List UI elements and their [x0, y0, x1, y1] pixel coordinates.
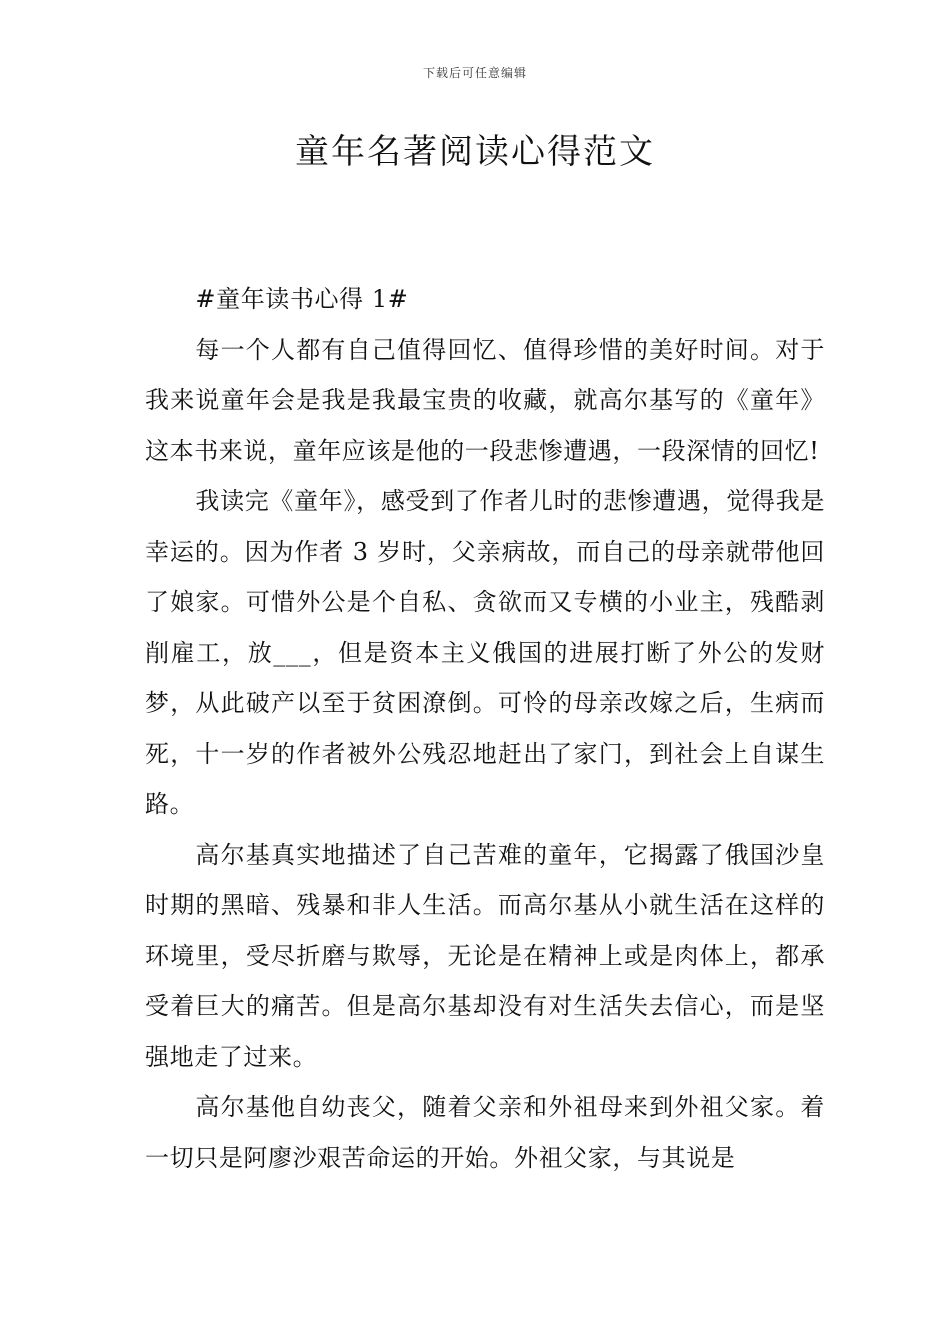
document-body — [145, 274, 825, 1183]
header-note: 下载后可任意编辑 — [422, 66, 527, 80]
paragraph: 每一个人都有自己值得回忆、值得珍惜的美好时间。对于我来说童年会是我是我最宝贵的收藏，就高尔基写的《童年》这本书来说，童年应该是他的一段悲惨遭遇，一段深情的回忆! — [145, 335, 825, 465]
paragraph: 我读完《童年》，感受到了作者儿时的悲惨遭遇，觉得我是幸运的。因为作者 3 岁时，父亲病故，而自己的母亲就带他回了娘家。可惜外公是个自私、贪欲而又专横的小业主，残酷剥削雇工，放___，但是资本主义俄国的进展打断了外公的发财梦，从此破产以至于贫困潦倒。可怜的母亲改嫁之后，生病而死，十一岁的作者被外公残忍地赶出了家门，到社会上自谋生路。 — [145, 487, 825, 818]
paragraph: 高尔基真实地描述了自己苦难的童年，它揭露了俄国沙皇时期的黑暗、残暴和非人生活。而高尔基从小就生活在这样的环境里，受尽折磨与欺辱，无论是在精神上或是肉体上，都承受着巨大的痛苦。但是高尔基却没有对生活失去信心，而是坚强地走了过来。 — [145, 840, 825, 1071]
document-title: 童年名著阅读心得范文 — [295, 132, 655, 172]
paragraph: 高尔基他自幼丧父，随着父亲和外祖母来到外祖父家。着一切只是阿廖沙艰苦命运的开始。外祖父家，与其说是 — [145, 1093, 825, 1172]
section-heading: #童年读书心得 1# — [195, 285, 409, 313]
